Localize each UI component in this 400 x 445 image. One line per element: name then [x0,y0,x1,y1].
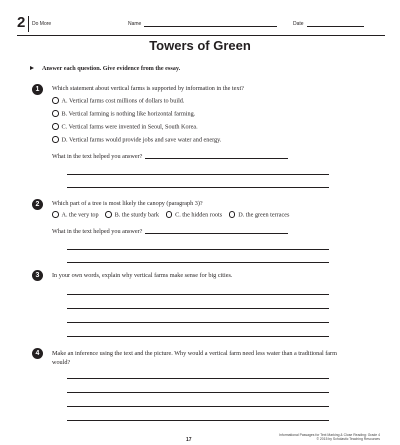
date-label: Date [293,21,304,27]
question-1-option-b[interactable]: B. Vertical farming is nothing like horizontal farming. [52,110,195,119]
answer-line[interactable] [145,153,288,159]
answer-line[interactable] [145,228,288,234]
question-number-1: 1 [32,84,43,95]
radio-icon[interactable] [52,123,59,130]
question-1-option-d[interactable]: D. Vertical farms would provide jobs and save water and energy. [52,136,221,145]
instruction-text: Answer each question. Give evidence from the essay. [42,65,181,72]
answer-line[interactable] [67,420,329,421]
question-2-option-c[interactable]: C. the hidden roots [166,211,223,220]
unit-label: Do More [32,21,52,27]
worksheet-header [17,14,385,34]
radio-icon[interactable] [105,211,112,218]
page-title: Towers of Green [149,38,251,53]
answer-line[interactable] [67,406,329,407]
question-1-option-c[interactable]: C. Vertical farms were invented in Seoul, South Korea. [52,123,198,132]
triangle-bullet-icon [30,66,34,70]
answer-line[interactable] [67,294,329,295]
answer-line[interactable] [67,378,329,379]
header-rule [17,35,385,36]
footer-credit: Informational Passages for Text Marking & Close Reading: Grade 4 © 2015 by Scholastic Teaching Resources [279,433,380,442]
radio-icon[interactable] [52,136,59,143]
answer-line[interactable] [67,322,329,323]
question-2-options [52,211,294,220]
answer-line[interactable] [67,308,329,309]
question-number-4: 4 [32,348,43,359]
question-1-option-a[interactable]: A. Vertical farms cost millions of dollars to build. [52,97,184,106]
question-2-prompt: Which part of a tree is most likely the canopy (paragraph 3)? [52,200,203,207]
answer-line[interactable] [67,262,329,263]
name-field[interactable] [144,26,277,27]
page-number: 17 [186,437,192,443]
answer-line[interactable] [67,174,329,175]
radio-icon[interactable] [52,211,59,218]
radio-icon[interactable] [166,211,173,218]
question-1-prompt: Which statement about vertical farms is supported by information in the text? [52,85,244,92]
question-2-followup: What in the text helped you answer? [52,227,288,236]
question-4-prompt: Make an inference using the text and the picture. Why would a vertical farm need less water than a traditional farm would? [52,350,337,366]
question-1-followup: What in the text helped you answer? [52,152,288,161]
question-3-prompt: In your own words, explain why vertical farms make sense for big cities. [52,272,233,279]
unit-divider [28,16,29,32]
radio-icon[interactable] [52,97,59,104]
date-field[interactable] [307,26,364,27]
instruction [30,65,180,72]
name-label: Name [128,21,142,27]
answer-line[interactable] [67,187,329,188]
radio-icon[interactable] [52,110,59,117]
question-2-option-b[interactable]: B. the sturdy bark [105,211,159,220]
question-2-option-d[interactable]: D. the green terraces [229,211,290,220]
question-number-3: 3 [32,270,43,281]
question-number-2: 2 [32,199,43,210]
answer-line[interactable] [67,249,329,250]
answer-line[interactable] [67,336,329,337]
unit-number: 2 [17,14,26,31]
question-2-option-a[interactable]: A. the very top [52,211,99,220]
radio-icon[interactable] [229,211,236,218]
answer-line[interactable] [67,392,329,393]
